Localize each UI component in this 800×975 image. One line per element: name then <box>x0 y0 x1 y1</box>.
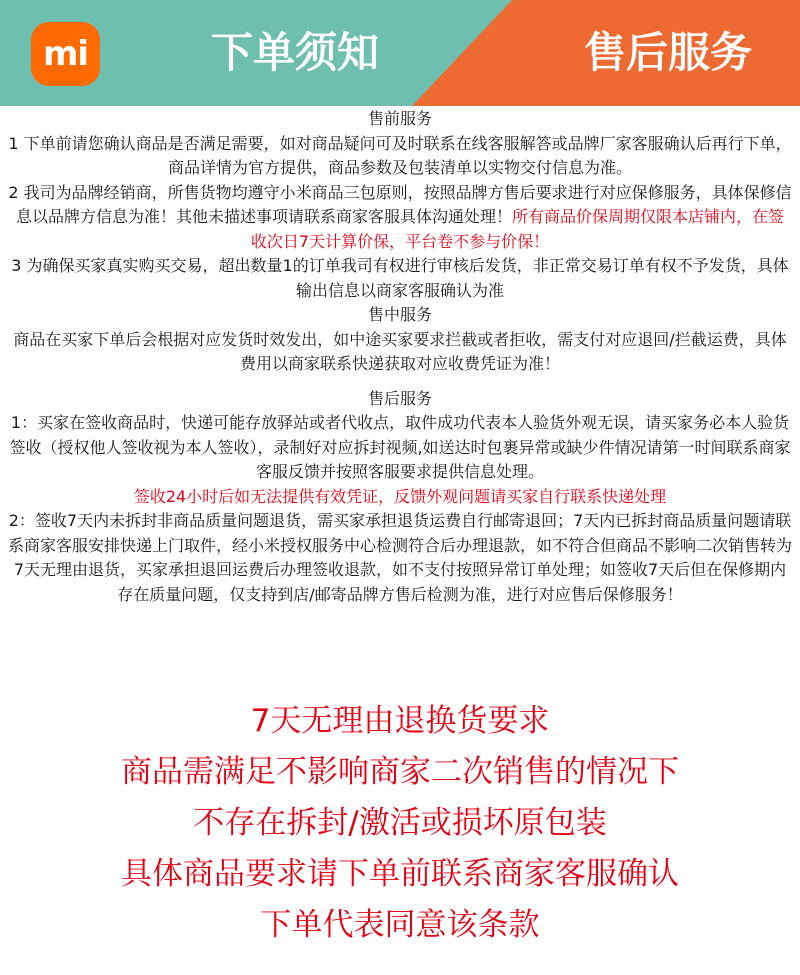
after-sale-heading: 售后服务 <box>367 388 432 408</box>
notice-line-2: 商品需满足不影响商家二次销售的情况下 <box>121 754 679 790</box>
mi-logo: mi <box>31 22 100 86</box>
after-sale-item-1: 1：买家在签收商品时，快递可能存放驿站或者代收点，取件成功代表本人验货外观无误，请买家务必本人验货签收（授权他人签收视为本人签收），录制好对应拆封视频,如送达时包裹异常或缺少件情况请第一时间联系商家客服反馈并按照客服要求提供信息处理。 <box>9 413 791 481</box>
after-sale-warning: 签收24小时后如无法提供有效凭证，反馈外观问题请买家自行联系快递处理 <box>133 486 667 506</box>
notice-line-1: 7天无理由退换货要求 <box>250 703 550 739</box>
notice-line-5: 下单代表同意该条款 <box>260 907 540 943</box>
order-notice-title: 下单须知 <box>210 28 379 77</box>
pre-sale-item-1: 1 下单前请您确认商品是否满足需要，如对商品疑问可及时联系在线客服解答或品牌厂家客服确认后再行下单，商品详情为官方提供，商品参数及包装清单以实物交付信息为准。 <box>8 133 792 177</box>
pre-sale-item-2 <box>8 181 792 255</box>
return-policy-notice <box>0 696 800 951</box>
notice-line-3: 不存在拆封/激活或损坏原包装 <box>193 805 607 841</box>
in-sale-heading: 售中服务 <box>367 305 432 324</box>
after-sale-item-2: 2：签收7天内未拆封非商品质量问题退货，需买家承担退货运费自行邮寄退回；7天内已拆封商品质量问题请联系商家客服安排快递上门取件，经小米授权服务中心检测符合后办理退款，如不符合但商品不影响二次销售转为7天无理由退货，买家承担退回运费后办理签收退款，如不支付按照异常订单处理；如签收7天后但在保修期内存在质量问题，仅支持到店/邮寄品牌方售后检测为准，进行对应售后保修服务！ <box>8 511 793 604</box>
pre-sale-item-2-text: 2 我司为品牌经销商，所售货物均遵守小米商品三包原则，按照品牌方售后要求进行对应保修服务，具体保修信息以品牌方信息为准！其他未描述事项请联系商家客服具体沟通处理！ <box>8 182 792 226</box>
price-protection-note: 所有商品价保周期仅限本店铺内，在签收次日7天计算价保，平台卷不参与价保！ <box>250 207 785 251</box>
pre-sale-item-3: 3 为确保买家真实购买交易，超出数量1的订单我司有权进行审核后发货，非正常交易订单有权不予发货，具体输出信息以商家客服确认为准 <box>11 256 789 300</box>
after-sale-title: 售后服务 <box>583 28 752 77</box>
in-sale-text: 商品在买家下单后会根据对应发货时效发出，如中途买家要求拦截或者拒收，需支付对应退回/拦截运费，具体费用以商家联系快递获取对应收费凭证为准！ <box>13 329 787 373</box>
pre-sale-heading: 售前服务 <box>367 109 432 128</box>
policy-content <box>8 107 792 607</box>
header-banner <box>0 0 800 106</box>
notice-line-4: 具体商品要求请下单前联系商家客服确认 <box>121 856 679 892</box>
